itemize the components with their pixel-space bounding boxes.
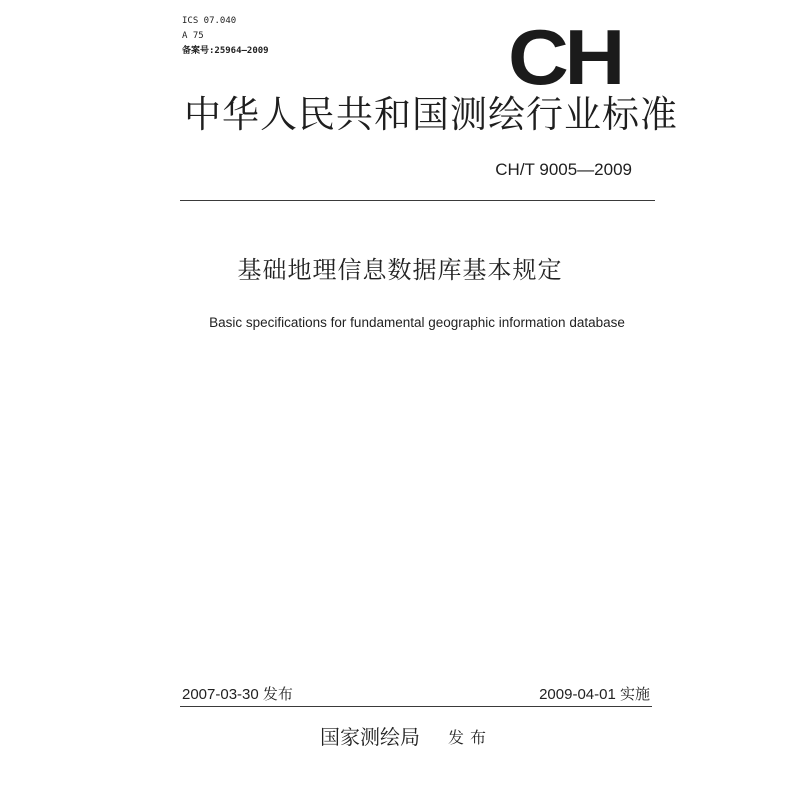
document-title-chinese: 基础地理信息数据库基本规定 <box>237 256 563 284</box>
ch-logo: CH <box>508 13 622 101</box>
issue-date: 2007-03-30 发布 <box>182 686 293 703</box>
classification-code: A 75 <box>182 31 204 41</box>
ics-code: ICS 07.040 <box>182 16 237 26</box>
filing-number: 备案号:25964—2009 <box>182 46 269 56</box>
issuing-authority: 国家测绘局 <box>320 725 420 749</box>
bottom-divider <box>180 706 652 707</box>
standard-title: 中华人民共和国测绘行业标准 <box>184 93 678 136</box>
top-divider <box>180 200 655 201</box>
document-title-english: Basic specifications for fundamental geographic information database <box>209 315 625 330</box>
standard-number: CH/T 9005—2009 <box>495 160 632 179</box>
issuing-action: 发布 <box>448 728 493 747</box>
implementation-date: 2009-04-01 实施 <box>539 686 650 703</box>
